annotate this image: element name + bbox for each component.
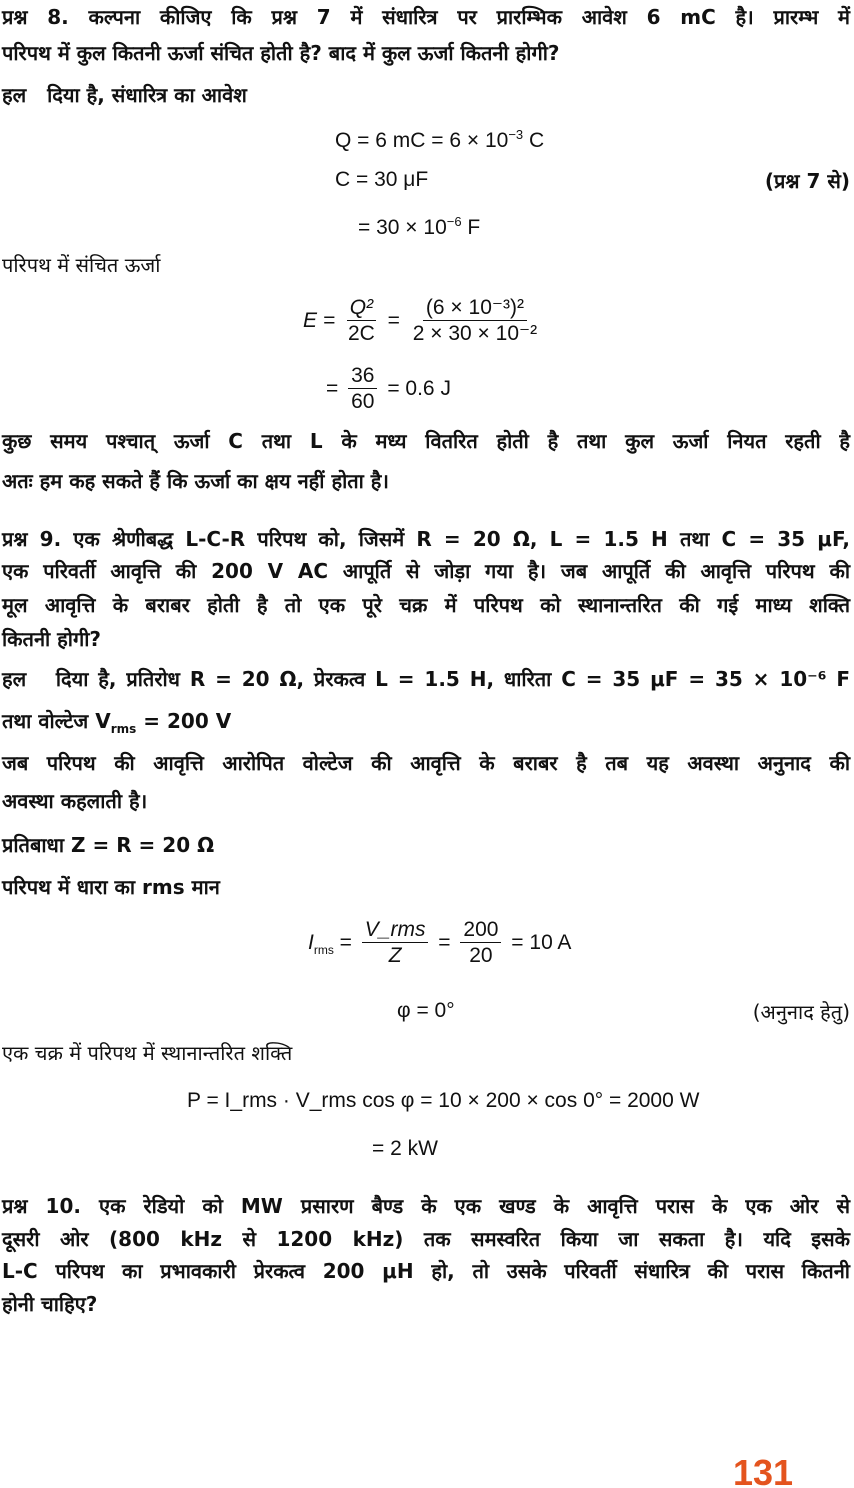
value: = 200 V [136,709,232,733]
result: = 10 A [511,931,572,955]
q9-resonance1: जब परिपथ की आवृत्ति आरोपित वोल्टेज की आवृत्ति के बराबर है तब यह अवस्था अनुनाद की [2,751,850,775]
q10-line4: होनी चाहिए? [2,1292,98,1316]
q9-current-label: परिपथ में धारा का rms मान [2,875,220,899]
subscript: rms [313,943,334,958]
subscript: rms [110,722,137,736]
eq-exponent: −6 [446,214,462,229]
eq-phase-ref: (अनुनाद हेतु) [752,1000,850,1024]
q8-line2: परिपथ में कुल कितनी ऊर्जा संचित होती है? बाद में कुल ऊर्जा कितनी होगी? [2,41,560,65]
eq-lhs: I [308,931,314,955]
denominator: 2C [347,322,375,345]
q8-solution-intro [2,82,247,108]
q9-voltage [2,708,231,742]
eq-unit: F [461,216,481,239]
q8-conclusion1: कुछ समय पश्चात् ऊर्जा C तथा L के मध्य वितरित होती है तथा कुल ऊर्जा नियत रहती है [2,429,850,453]
denominator: 20 [469,944,493,967]
q10-line3: L-C परिपथ का प्रभावकारी प्रेरकत्व 200 μH हो, तो उसके परिवर्ती संधारित्र की परास कितनी [2,1259,850,1283]
q9-line3: मूल आवृत्ति के बराबर होती है तो एक पूरे चक्र में परिपथ को स्थानान्तरित की गई माध्य शक्ति [2,593,850,617]
solution-label: हल [2,667,27,691]
eq-charge [335,122,544,154]
solution-label: हल [2,83,27,107]
eq-phase: φ = 0° [397,999,455,1022]
denominator: Z [388,944,402,967]
solution-text: दिया है, प्रतिरोध R = 20 Ω, प्रेरकत्व L = 1.5 H, धारिता C = 35 μF = 35 × 10⁻⁶ F [55,667,850,691]
eq-capacitance: C = 30 μF [335,168,429,191]
denominator: 60 [351,390,375,413]
denominator: 2 × 30 × 10⁻² [412,322,538,345]
eq-text: = 30 × 10 [358,216,447,239]
q9-resonance2: अवस्था कहलाती है। [2,789,148,813]
result: = 0.6 J [387,377,451,401]
solution-text: दिया है, संधारित्र का आवेश [47,83,247,107]
numerator: V_rms [362,918,429,943]
eq-unit: C [523,129,545,152]
page-number: 131 [733,1452,794,1488]
q9-given [2,666,850,692]
energy-label: परिपथ में संचित ऊर्जा [2,253,161,277]
eq-power-result: = 2 kW [372,1137,438,1160]
q9-line1 [2,526,850,552]
numerator: 36 [348,364,377,389]
q9-line4: कितनी होगी? [2,627,102,651]
question-text: कल्पना कीजिए कि प्रश्न 7 में संधारित्र पर प्रारम्भिक आवेश 6 mC है। प्रारम्भ में [88,5,851,29]
q9-line2: एक परिवर्ती आवृत्ति की 200 V AC आपूर्ति से जोड़ा गया है। जब आपूर्ति की आवृत्ति परिपथ की [2,559,850,583]
fraction [348,364,377,415]
numerator: 200 [460,918,501,943]
eq-lhs: E = [303,309,336,333]
q8-conclusion2: अतः हम कह सकते हैं कि ऊर्जा का क्षय नहीं होता है। [2,469,389,493]
question-label: प्रश्न 9. [2,527,62,551]
eq-energy-result: = $\frac{36}{60}$ = 0.6 J [326,364,451,413]
question-label: प्रश्न 8. [2,5,69,29]
numerator: (6 × 10⁻³)² [423,296,527,321]
q10-line1 [2,1193,850,1219]
eq-exponent: −3 [508,127,524,142]
q10-line2: दूसरी ओर (800 kHz से 1200 kHz) तक समस्वरित किया जा सकता है। यदि इसके [2,1227,850,1251]
eq-text: Q = 6 mC = 6 × 10 [335,129,509,152]
numerator: Q² [347,296,376,321]
question-label: प्रश्न 10. [2,1194,81,1218]
fraction [410,296,540,347]
text: तथा वोल्टेज V [2,709,111,733]
fraction [345,296,378,347]
q9-impedance: प्रतिबाधा Z = R = 20 Ω [2,833,215,857]
question-text: एक श्रेणीबद्ध L-C-R परिपथ को, जिसमें R = 20 Ω, L = 1.5 H तथा C = 35 μF, [73,527,851,551]
question-text: एक रेडियो को MW प्रसारण बैण्ड के एक खण्ड के आवृत्ति परास के एक ओर से [99,1194,850,1218]
q8-line1 [2,4,850,30]
eq-capacitance-si [358,209,480,241]
eq-power: P = I_rms · V_rms cos φ = 10 × 200 × cos 0° = 2000 W [187,1089,700,1112]
eq-energy: E = $\frac{\text{Q²}}{2C}$ = $\frac{\text{(6 × 10⁻³)²}}{\text{2 × 30 × 10⁻²}}$ [303,296,544,347]
fraction [362,918,429,969]
eq-capacitance-ref: (प्रश्न 7 से) [764,169,850,193]
q9-power-label: एक चक्र में परिपथ में स्थानान्तरित शक्ति [2,1041,293,1065]
fraction [460,918,501,969]
eq-current: $I_{rms}$ = $\frac{\text{V\_rms}}{Z}$ = $\frac{200}{20}$ = 10 A [308,918,572,967]
